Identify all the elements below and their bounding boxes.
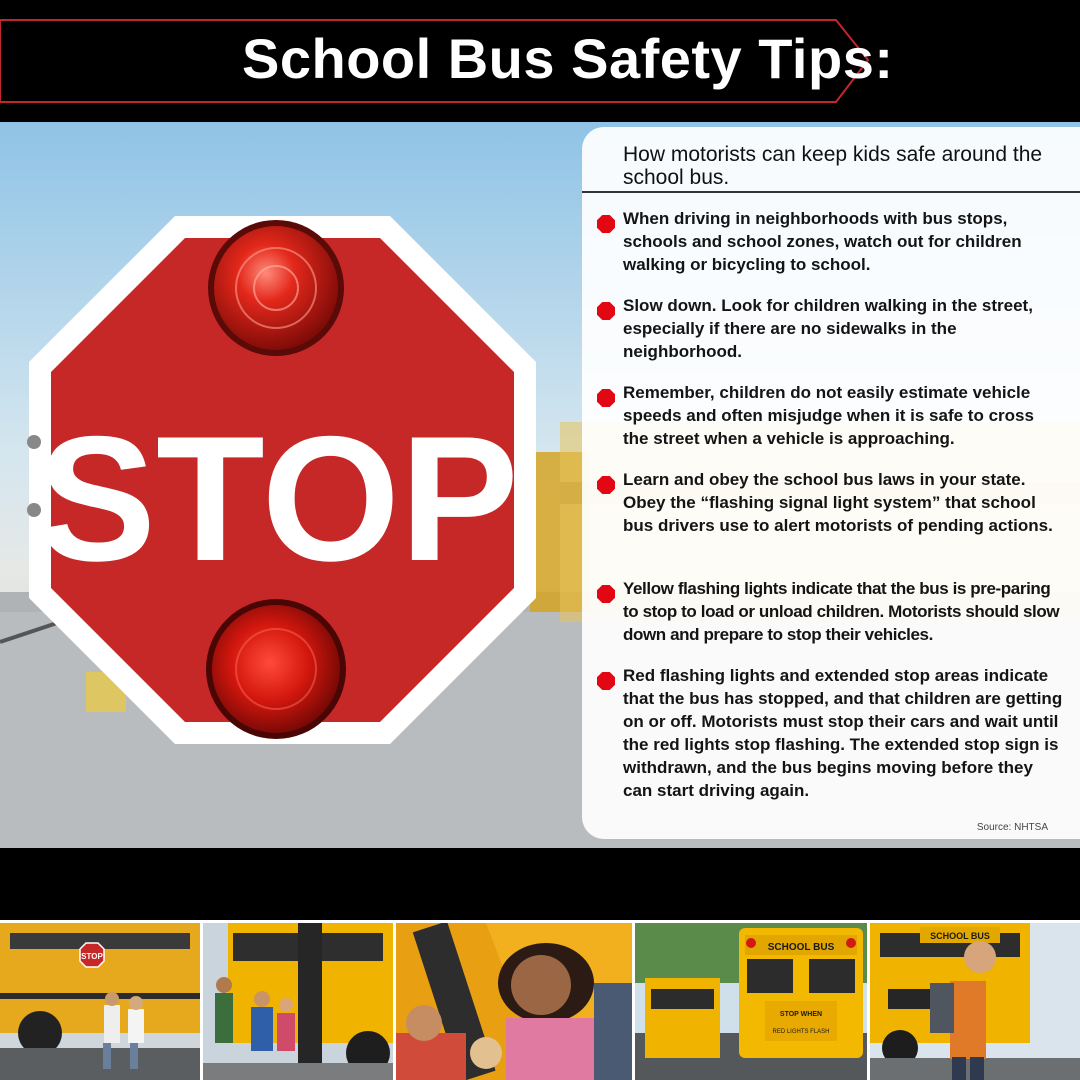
bus-label-text-2: SCHOOL BUS — [930, 931, 990, 941]
divider-band — [0, 848, 1080, 920]
panel-heading: How motorists can keep kids safe around the school bus. — [623, 143, 1043, 189]
bullet-octagon-icon — [597, 585, 615, 603]
tip-text: Red flashing lights and extended stop areas indicate that the bus has stopped, and that children are getting on or off. Motorists must stop their cars and wait until the red lights stop flashing. The extended stop sign is withdrawn, and the bus begins moving before they can start driving again. — [623, 666, 1063, 800]
tip-text: Learn and obey the school bus laws in your state. Obey the “flashing signal light system” that school bus drivers use to alert motorists of pending actions. — [623, 470, 1053, 535]
bus-photo-2 — [203, 923, 393, 1080]
tip-text: Slow down. Look for children walking in the street, especially if there are no sidewalks in the neighborhood. — [623, 296, 1033, 361]
bullet-octagon-icon — [597, 215, 615, 233]
bus-sign-text: STOP WHEN — [779, 1011, 823, 1018]
bus-photo-1 — [0, 923, 200, 1080]
bus-label-text: SCHOOL BUS — [767, 942, 835, 953]
bus-photo-3 — [396, 923, 632, 1080]
thumbnail-smiling-girl — [396, 923, 632, 1080]
tip-text: Remember, children do not easily estimate vehicle speeds and often misjudge when it is safe to cross the street when a vehicle is approaching. — [623, 383, 1034, 448]
thumb-stop-text: STOP — [81, 952, 103, 961]
heading-divider — [582, 191, 1080, 193]
bus-sign-text-2: RED LIGHTS FLASH — [772, 1029, 830, 1035]
bullet-octagon-icon — [597, 672, 615, 690]
thumbnail-kids-boarding — [203, 923, 393, 1080]
thumbnail-buses-on-road — [635, 923, 867, 1080]
stop-sign-text: STOP — [37, 399, 519, 598]
bullet-octagon-icon — [597, 476, 615, 494]
header-banner — [0, 0, 1080, 122]
bus-photo-5 — [870, 923, 1080, 1080]
page-title: School Bus Safety Tips: — [242, 27, 894, 90]
photo-strip — [0, 920, 1080, 1080]
bus-photo-4 — [635, 923, 867, 1080]
thumbnail-bus-kids-crossing — [0, 923, 200, 1080]
thumbnail-boy-backpack — [870, 923, 1080, 1080]
tip-text: Yellow flashing lights indicate that the bus is pre-paring to stop to load or unload children. Motorists should slow down and prepare to stop their vehicles. — [623, 579, 1060, 644]
bullet-octagon-icon — [597, 389, 615, 407]
safety-tips-panel — [582, 127, 1080, 839]
bullet-octagon-icon — [597, 302, 615, 320]
source-credit: Source: NHTSA — [976, 822, 1048, 833]
tip-text: When driving in neighborhoods with bus stops, schools and school zones, watch out for children walking or bicycling to school. — [623, 209, 1022, 274]
